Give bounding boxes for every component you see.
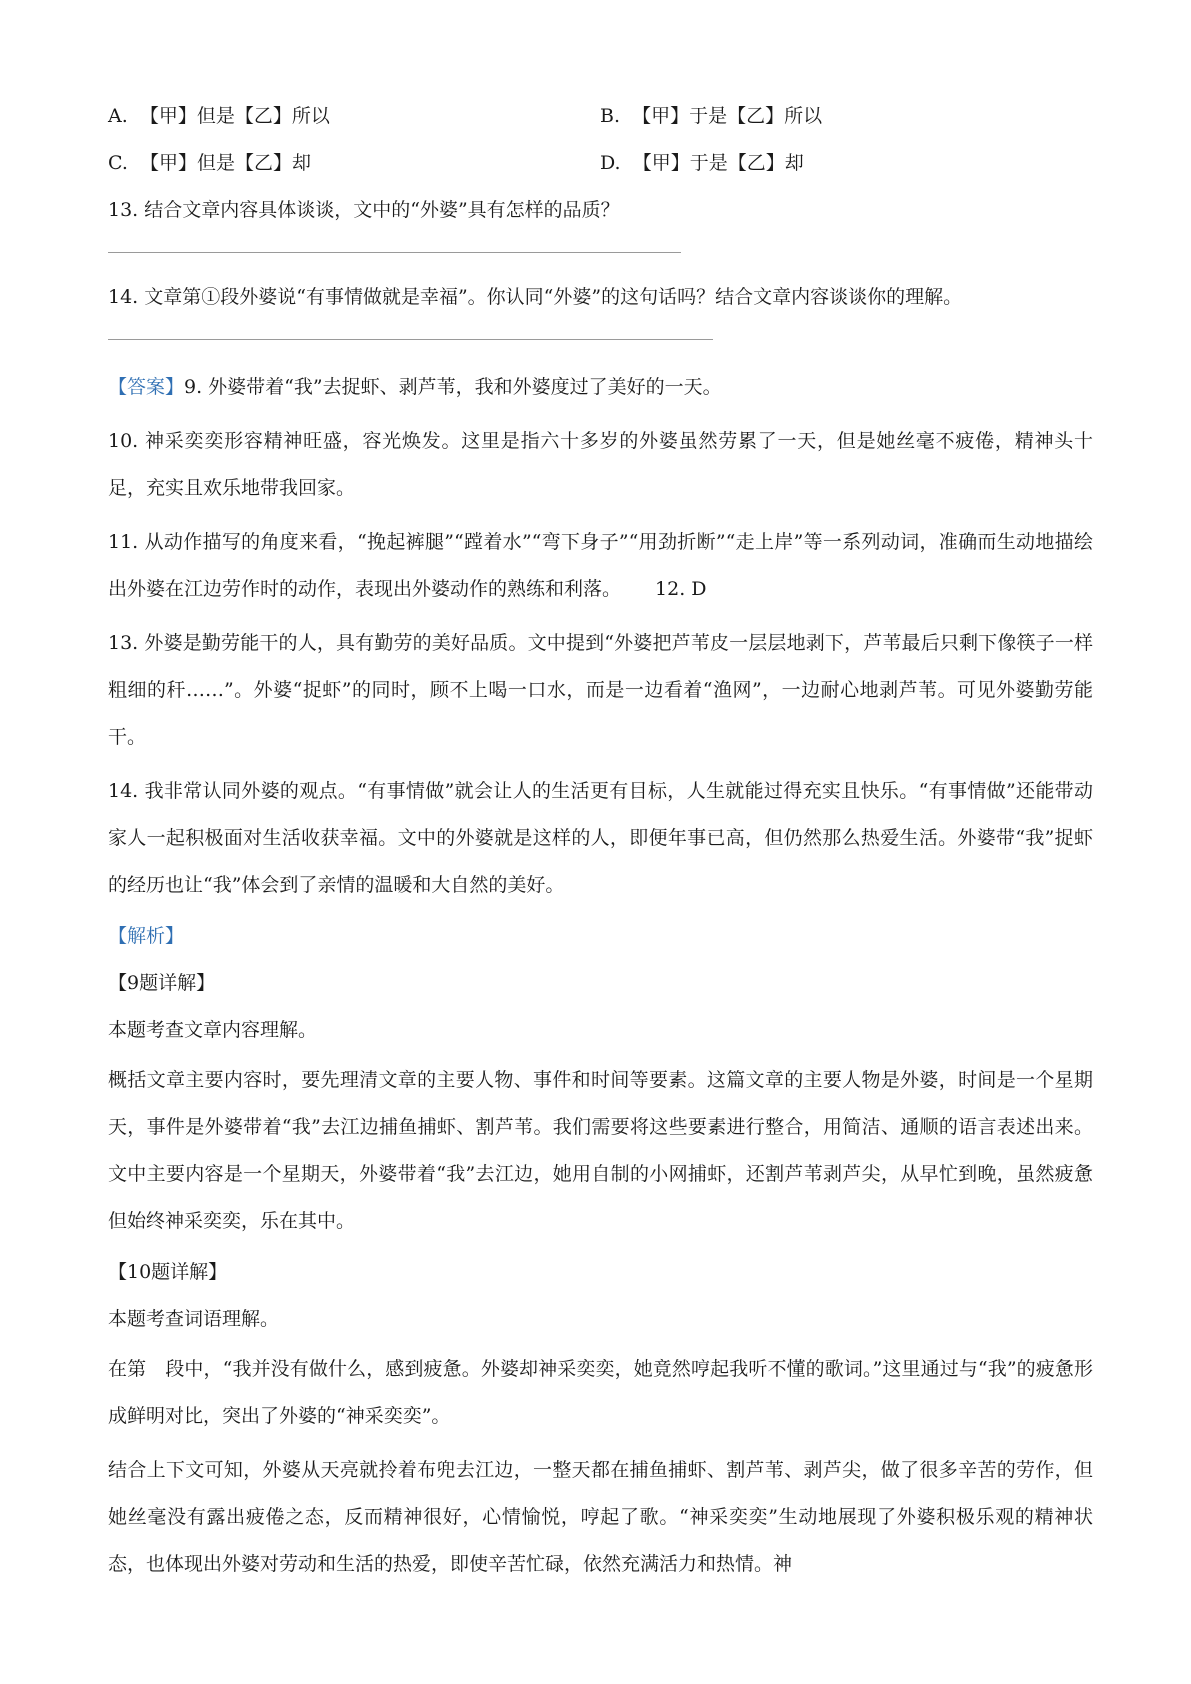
option-a — [108, 96, 600, 136]
answer-11-text: 11. 从动作描写的角度来看，“挽起裤腿”“蹚着水”“弯下身子”“用劲折断”“走上岸”等一系列动词，准确而生动地描绘出外婆在江边劳作时的动作，表现出外婆动作的熟练和利落。 — [108, 531, 1093, 600]
answer-line-13 — [108, 252, 681, 253]
q10-topic: 本题考查词语理解。 — [108, 1308, 280, 1330]
option-c — [108, 143, 600, 183]
q10-detail-title: 【10题详解】 — [108, 1261, 228, 1283]
document-content — [108, 96, 1093, 1595]
answer-10: 10. 神采奕奕形容精神旺盛，容光焕发。这里是指六十多岁的外婆虽然劳累了一天，但是她丝毫不疲倦，精神头十足，充实且欢乐地带我回家。 — [108, 430, 1093, 499]
q10-body-2: 结合上下文可知，外婆从天亮就拎着布兜去江边，一整天都在捕鱼捕虾、割芦苇、剥芦尖，做了很多辛苦的劳作，但她丝毫没有露出疲倦之态，反而精神很好，心情愉悦，哼起了歌。“神采奕奕”生动地展现了外婆积极乐观的精神状态，也体现出外婆对劳动和生活的热爱，即使辛苦忙碌，依然充满活力和热情。神 — [108, 1459, 1093, 1575]
option-b-text: 【甲】于是【乙】所以 — [632, 105, 823, 127]
option-c-label: C. — [108, 152, 128, 174]
question-13: 13. 结合文章内容具体谈谈，文中的“外婆”具有怎样的品质？ — [108, 199, 620, 221]
question-14: 14. 文章第①段外婆说“有事情做就是幸福”。你认同“外婆”的这句话吗？结合文章内容谈谈你的理解。 — [108, 286, 963, 308]
options-row-2 — [108, 143, 1093, 183]
analysis-tag: 【解析】 — [108, 925, 185, 947]
answer-9 — [108, 364, 1093, 411]
answer-tag: 【答案】 — [108, 376, 185, 398]
q9-topic: 本题考查文章内容理解。 — [108, 1019, 318, 1041]
option-a-label: A. — [108, 105, 128, 127]
option-b — [600, 96, 1092, 136]
option-a-text: 【甲】但是【乙】所以 — [139, 105, 330, 127]
answer-11 — [108, 519, 1093, 613]
q9-body: 概括文章主要内容时，要先理清文章的主要人物、事件和时间等要素。这篇文章的主要人物是外婆，时间是一个星期天，事件是外婆带着“我”去江边捕鱼捕虾、割芦苇。我们需要将这些要素进行整合，用简洁、通顺的语言表述出来。文中主要内容是一个星期天，外婆带着“我”去江边，她用自制的小网捕虾，还割芦苇剥芦尖，从早忙到晚，虽然疲惫但始终神采奕奕，乐在其中。 — [108, 1069, 1093, 1232]
answer-9-text: 9. 外婆带着“我”去捉虾、剥芦苇，我和外婆度过了美好的一天。 — [184, 376, 722, 398]
q9-detail-title: 【9题详解】 — [108, 972, 216, 994]
option-d-label: D. — [600, 152, 621, 174]
answer-14: 14. 我非常认同外婆的观点。“有事情做”就会让人的生活更有目标，人生就能过得充实且快乐。“有事情做”还能带动家人一起积极面对生活收获幸福。文中的外婆就是这样的人，即便年事已高，但仍然那么热爱生活。外婆带“我”捉虾的经历也让“我”体会到了亲情的温暖和大自然的美好。 — [108, 780, 1093, 896]
option-b-label: B. — [600, 105, 621, 127]
answer-12: 12. D — [655, 578, 707, 600]
option-d — [600, 143, 1092, 183]
answer-13: 13. 外婆是勤劳能干的人，具有勤劳的美好品质。文中提到“外婆把芦苇皮一层层地剥下，芦苇最后只剩下像筷子一样粗细的秆……”。外婆“捉虾”的同时，顾不上喝一口水，而是一边看着“渔网”，一边耐心地剥芦苇。可见外婆勤劳能干。 — [108, 632, 1093, 748]
q10-body-1: 在第 段中，“我并没有做什么，感到疲惫。外婆却神采奕奕，她竟然哼起我听不懂的歌词。”这里通过与“我”的疲惫形成鲜明对比，突出了外婆的“神采奕奕”。 — [108, 1358, 1093, 1427]
option-c-text: 【甲】但是【乙】却 — [140, 152, 312, 174]
option-d-text: 【甲】于是【乙】却 — [632, 152, 804, 174]
answer-line-14 — [108, 339, 713, 340]
options-row-1 — [108, 96, 1093, 136]
